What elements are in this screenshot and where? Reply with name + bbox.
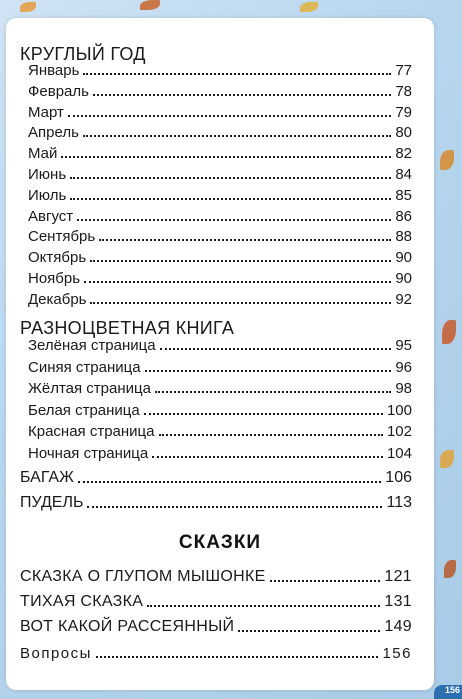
toc-entry[interactable]	[28, 187, 412, 204]
toc-entry-title: Февраль	[28, 82, 89, 100]
toc-entry[interactable]	[28, 249, 412, 266]
dot-leader	[93, 94, 391, 96]
dot-leader	[83, 73, 391, 75]
toc-entry[interactable]	[20, 593, 412, 611]
toc-entry-page-number: 96	[395, 358, 412, 376]
toc-entry[interactable]	[28, 380, 412, 397]
toc-entry-page-number: 98	[395, 380, 412, 398]
toc-entry-title: Сентябрь	[28, 228, 96, 246]
toc-entry-title: Красная страница	[28, 423, 155, 441]
toc-entry-title: Июль	[28, 186, 67, 204]
toc-entry[interactable]	[28, 402, 412, 419]
toc-entry-page-number: 100	[386, 401, 412, 419]
toc-entry-page-number: 80	[395, 124, 412, 142]
toc-entry-title: Белая страница	[28, 401, 140, 419]
toc-entry-page-number: 79	[395, 103, 412, 121]
toc-entry[interactable]	[28, 291, 412, 308]
dot-leader	[77, 219, 391, 221]
toc-entry-page-number: 149	[384, 618, 412, 635]
dot-leader	[78, 481, 381, 483]
toc-entry[interactable]	[28, 62, 412, 79]
toc-entry-page-number: 92	[395, 290, 412, 308]
toc-entry-title: Январь	[28, 62, 80, 79]
autumn-leaf-decoration	[20, 2, 36, 12]
toc-entry-title: Август	[28, 207, 74, 225]
toc-entry[interactable]	[28, 104, 412, 121]
toc-entry[interactable]	[28, 270, 412, 287]
dot-leader	[83, 135, 391, 137]
toc-entry-page-number: 113	[386, 494, 412, 511]
toc-entry[interactable]	[20, 469, 412, 487]
toc-entry-page-number: 156	[382, 645, 412, 662]
dot-leader	[84, 281, 391, 283]
toc-entry-title: Синяя страница	[28, 358, 141, 376]
toc-entry-title: ВОТ КАКОЙ РАССЕЯННЫЙ	[20, 618, 235, 635]
toc-entry-page-number: 78	[395, 82, 412, 100]
toc-entry-title: ТИХАЯ СКАЗКА	[20, 593, 144, 610]
toc-entry-page-number: 82	[395, 145, 412, 163]
page-number-tab: 156	[434, 685, 462, 699]
dot-leader	[90, 302, 391, 304]
toc-entry[interactable]	[20, 568, 412, 586]
toc-entry-page-number: 104	[386, 445, 412, 462]
toc-entry-title: ПУДЕЛЬ	[20, 494, 84, 511]
toc-entry-title: Ночная страница	[28, 445, 149, 462]
toc-entry-page-number: 102	[386, 423, 412, 441]
dot-leader	[87, 506, 382, 508]
toc-entry[interactable]	[20, 618, 412, 636]
autumn-leaf-decoration	[300, 2, 318, 12]
toc-entry[interactable]	[28, 228, 412, 245]
toc-entry-page-number: 106	[385, 469, 412, 486]
toc-entry[interactable]	[20, 645, 412, 662]
autumn-leaf-decoration	[444, 560, 456, 578]
dot-leader	[144, 413, 383, 415]
toc-entry[interactable]	[28, 83, 412, 100]
autumn-leaf-decoration	[140, 0, 160, 10]
toc-entry[interactable]	[20, 494, 412, 512]
dot-leader	[147, 605, 380, 607]
toc-entry-page-number: 121	[384, 568, 412, 585]
toc-entry[interactable]	[28, 423, 412, 440]
toc-entry-title: Март	[28, 103, 64, 121]
toc-entry-title: СКАЗКА О ГЛУПОМ МЫШОНКЕ	[20, 568, 266, 585]
dot-leader	[61, 156, 391, 158]
toc-entry[interactable]	[28, 208, 412, 225]
contents-page	[6, 18, 434, 690]
dot-leader	[96, 656, 379, 658]
dot-leader	[238, 630, 380, 632]
section-heading-color-book: РАЗНОЦВЕТНАЯ КНИГА	[20, 318, 235, 338]
dot-leader	[160, 348, 392, 350]
toc-entry[interactable]	[28, 359, 412, 376]
dot-leader	[68, 115, 391, 117]
toc-entry-title: Апрель	[28, 124, 79, 142]
toc-entry-title: Декабрь	[28, 290, 87, 308]
toc-entry-title: Ноябрь	[28, 270, 81, 287]
dot-leader	[70, 198, 391, 200]
section-heading-round-year: КРУГЛЫЙ ГОД	[20, 44, 146, 64]
toc-entry[interactable]	[28, 445, 412, 462]
toc-entry-page-number: 77	[395, 62, 412, 79]
autumn-leaf-decoration	[442, 320, 456, 344]
toc-entry-title: Вопросы	[20, 645, 92, 662]
toc-entry-page-number: 85	[395, 186, 412, 204]
dot-leader	[159, 434, 383, 436]
toc-entry-title: Жёлтая страница	[28, 380, 151, 398]
dot-leader	[145, 370, 392, 372]
toc-entry-title: Май	[28, 145, 58, 163]
autumn-leaf-decoration	[440, 450, 454, 468]
toc-entry[interactable]	[28, 124, 412, 141]
toc-entry-title: Октябрь	[28, 249, 87, 267]
toc-entry-page-number: 95	[395, 337, 412, 354]
dot-leader	[155, 391, 391, 393]
toc-entry-page-number: 90	[395, 270, 412, 287]
toc-entry-page-number: 90	[395, 249, 412, 267]
autumn-leaf-decoration	[440, 150, 454, 170]
toc-entry-page-number: 131	[384, 593, 412, 610]
toc-entry-page-number: 86	[395, 207, 412, 225]
section-heading-fairy-tales: СКАЗКИ	[178, 532, 262, 553]
dot-leader	[270, 580, 381, 582]
toc-entry-page-number: 84	[395, 166, 412, 183]
dot-leader	[152, 456, 383, 458]
toc-entry[interactable]	[28, 145, 412, 162]
dot-leader	[90, 260, 391, 262]
toc-entry-title: Июнь	[28, 166, 67, 183]
dot-leader	[70, 177, 391, 179]
toc-entry-title: Зелёная страница	[28, 337, 156, 354]
toc-entry[interactable]	[28, 337, 412, 354]
toc-entry-title: БАГАЖ	[20, 469, 74, 486]
toc-entry-page-number: 88	[395, 228, 412, 246]
toc-entry[interactable]	[28, 166, 412, 183]
dot-leader	[99, 239, 391, 241]
